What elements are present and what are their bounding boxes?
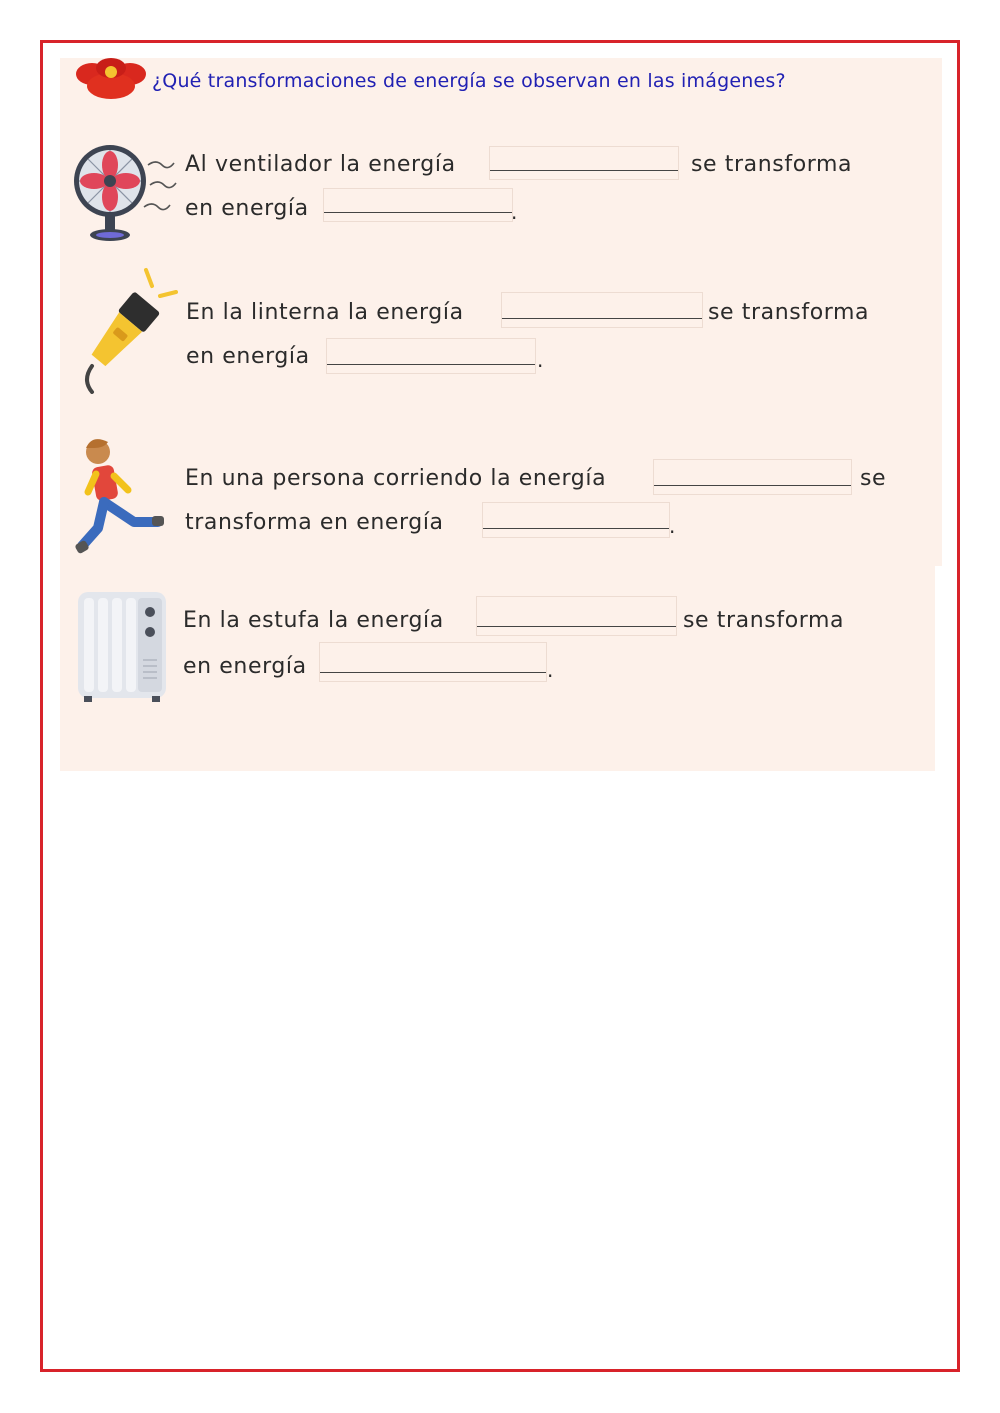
- item-4-answer-2-input[interactable]: [319, 642, 547, 682]
- flower-icon: [72, 56, 150, 100]
- item-4-period: .: [547, 658, 554, 682]
- item-1-line-1-end: se transforma: [691, 152, 853, 177]
- item-1-period: .: [511, 200, 518, 224]
- page-title: ¿Qué transformaciones de energía se observan en las imágenes?: [152, 70, 786, 92]
- item-3-line-1-start: En una persona corriendo la energía: [185, 466, 607, 491]
- heater-icon: [76, 590, 168, 706]
- item-1-line-1-start: Al ventilador la energía: [185, 152, 456, 177]
- item-4-answer-1-input[interactable]: [476, 596, 677, 636]
- item-3-answer-1-input[interactable]: [653, 459, 852, 495]
- item-2-period: .: [537, 348, 544, 372]
- item-2-line-1-start: En la linterna la energía: [186, 300, 464, 325]
- item-4-line-1-start: En la estufa la energía: [183, 608, 444, 633]
- item-3-period: .: [669, 514, 676, 538]
- item-3-line-2-start: transforma en energía: [185, 510, 444, 535]
- item-4-line-1-end: se transforma: [683, 608, 845, 633]
- item-1-answer-2-input[interactable]: [323, 188, 513, 222]
- flashlight-icon: [76, 266, 180, 394]
- item-3-line-1-end: se: [860, 466, 887, 491]
- running-person-icon: [74, 436, 166, 556]
- item-1-answer-1-input[interactable]: [489, 146, 679, 180]
- item-2-line-2-start: en energía: [186, 344, 310, 369]
- fan-icon: [72, 135, 178, 247]
- item-2-answer-1-input[interactable]: [501, 292, 703, 328]
- item-1-line-2-start: en energía: [185, 196, 309, 221]
- item-4-line-2-start: en energía: [183, 654, 307, 679]
- item-2-line-1-end: se transforma: [708, 300, 870, 325]
- item-2-answer-2-input[interactable]: [326, 338, 536, 374]
- item-3-answer-2-input[interactable]: [482, 502, 670, 538]
